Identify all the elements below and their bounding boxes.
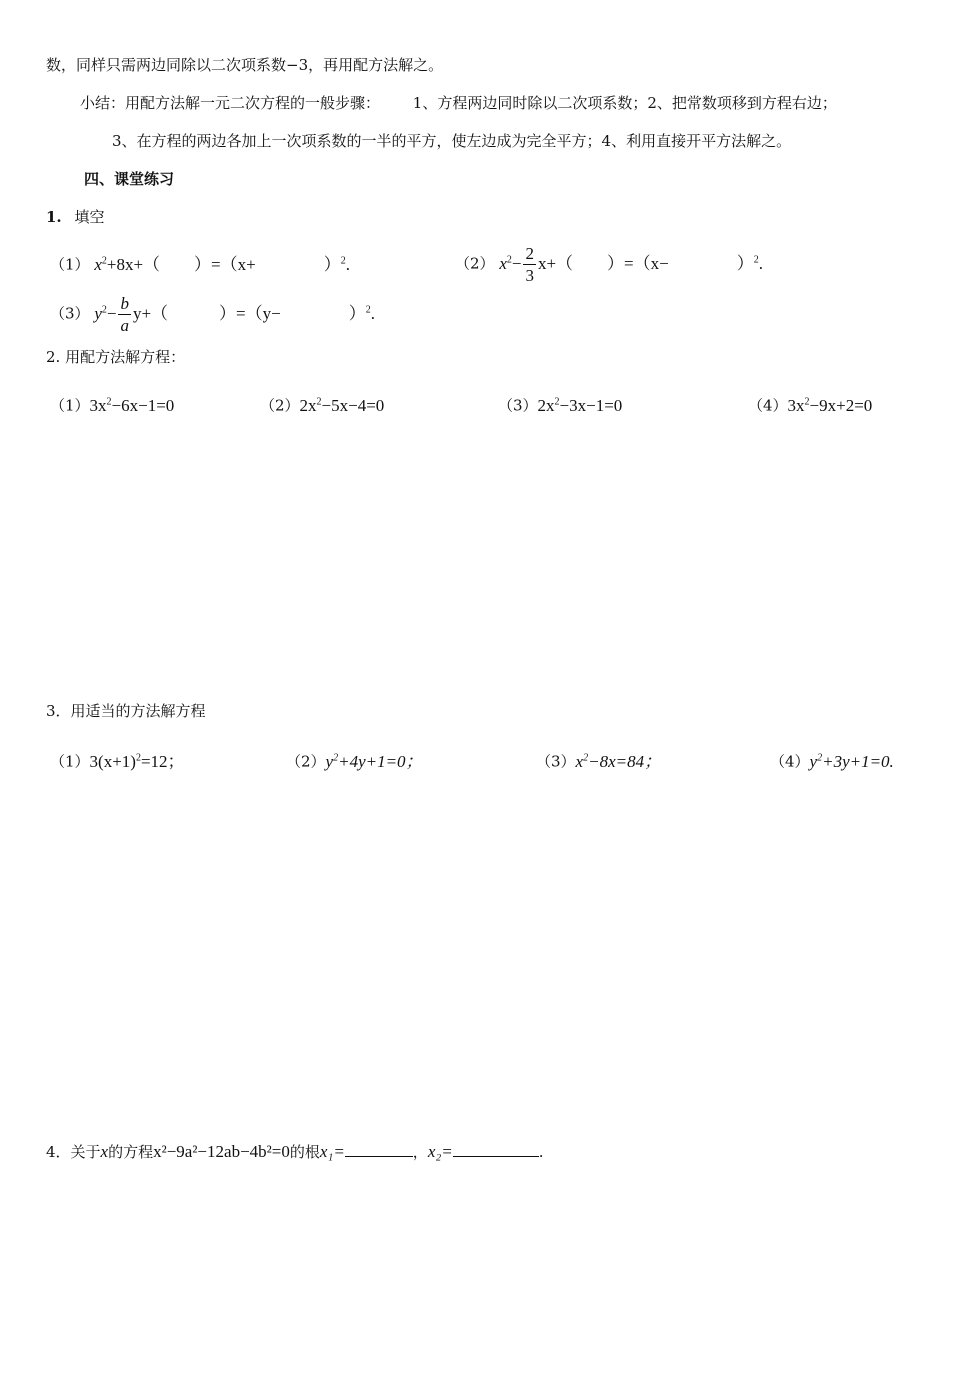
q3-item-4: $(4)y^2+3y+1=0$. [770,751,894,771]
q1-number: 1. [46,208,62,226]
root-2-blank[interactable] [453,1142,539,1157]
q1-part-1 [50,250,350,276]
q4-equation: x²−9a²−12ab−4b²=0 [153,1142,290,1161]
root-1-blank[interactable] [345,1142,413,1157]
q1-p2-label: （2） [455,254,495,273]
q2-item-1: $(1)3x^2-6x-1=0$ [50,395,175,415]
q2-item-3: $(3)2x^2-3x-1=0$ [498,395,623,415]
fraction-two-thirds: $\frac{2}{3}$ [525,244,534,286]
q4-line: 4．关于x的方程x²−9a²−12ab−4b²=0的根x₁= ，x₂= . [46,1142,544,1161]
section-title: 四、课堂练习 [84,170,175,188]
q3-item-2: $(2)y^2+4y+1=0$； [286,751,423,771]
intro-tail: 数，同样只需两边同除以二次项系数−3，再用配方法解之。 [46,56,444,74]
q3-title: 3．用适当的方法解方程 [46,702,206,720]
summary-steps-1-2: 1、方程两边同时除以二次项系数；2、把常数项移到方程右边； [412,94,837,112]
q1-p1-expr: $x^2+8x+$（ ）=（x+ ）$^2$. [94,254,350,274]
q1-title: 填空 [74,208,105,226]
q1-p1-label: （1） [50,255,90,274]
summary-label: 小结：用配方法解一元二次方程的一般步骤： [80,94,381,112]
q1-heading [46,206,104,228]
q2-item-4: $(4)3x^2-9x+2=0$ [748,395,873,415]
q1-p3-expr: $y^2-$ $\frac{b}{a}$ y+（ ）=（y− ）$^2$. [94,294,375,336]
q1-p2-expr: $x^2-$ $\frac{2}{3}$ x+（ ）=（x− ）$^2$. [499,244,763,286]
summary-steps-3-4: 3、在方程的两边各加上一次项系数的一半的平方，使左边成为完全平方；4、利用直接开平方法解之。 [112,132,792,150]
q2-item-2: $(2)2x^2-5x-4=0$ [260,395,385,415]
q2-title: 2. 用配方法解方程： [46,348,186,366]
q3-item-1: $(1)3(x+1)^2=12$； [50,751,185,771]
summary-line-1 [80,92,837,114]
q1-p3-label: （3） [50,304,90,323]
q1-part-3 [50,288,375,336]
q3-item-3: $(3)x^2-8x=84$； [536,751,662,771]
q1-part-2 [455,238,763,286]
fraction-b-over-a: $\frac{b}{a}$ [120,294,129,336]
